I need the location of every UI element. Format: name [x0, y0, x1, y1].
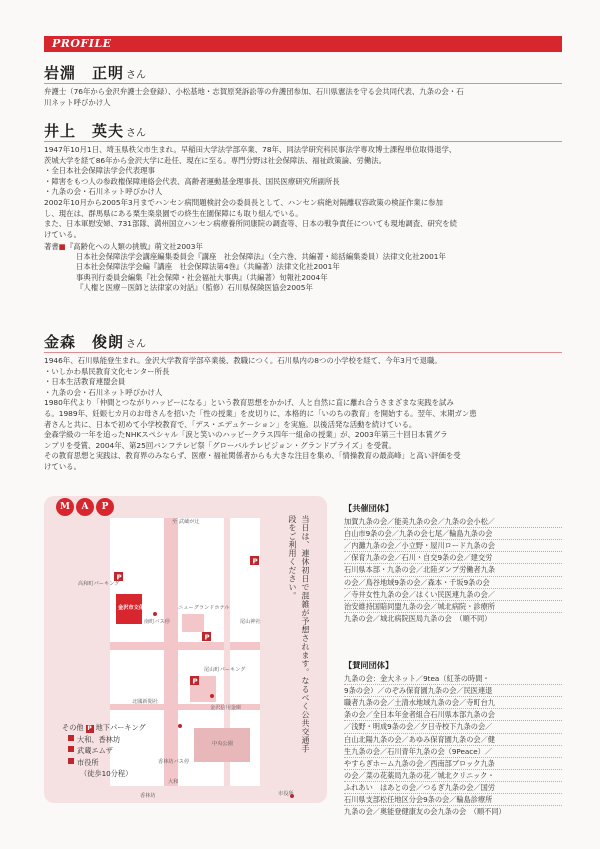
group-line: 加賀九条の会／能美九条の会／九条の会小松／ — [344, 516, 562, 528]
body-line: ・全日本社会保障法学会代表理事 — [44, 166, 155, 176]
map-title-letter: M — [56, 498, 74, 516]
square-bullet-icon: ■ — [58, 242, 66, 251]
map-label-bank: 金沢信用金庫 — [210, 705, 242, 711]
group-line: 条の会／全日本年金者組合石川県本部九条の会 — [344, 709, 562, 721]
publication-item: 『高齢化への人類の挑戦』萌文社2003年 — [65, 242, 203, 251]
body-line: けている。 — [44, 461, 81, 471]
body-line: ンプリを受賞、2004年、第25回バンフテレビ祭「グローバルテレビジョン・グランドプライズ」を受賞。 — [44, 440, 396, 450]
body-line: 1947年10月1日、埼玉県秩父市生まれ。早稲田大学法学部卒業、78年、同法学研究科民事法学専攻博士課程単位取得退学、 — [44, 145, 457, 154]
legend-item: 市役所 — [77, 757, 99, 767]
group-line: 石川県支部松任地区分会9条の会／輪島診療所 — [344, 794, 562, 806]
publication-item: 『人権と医療－医師と法律家の対話』（監修）石川県保険医協会2005年 — [76, 282, 313, 292]
profile-name-kanamori — [44, 331, 146, 352]
profile-name-text: 井上 英夫 — [44, 122, 125, 140]
square-bullet-icon — [68, 758, 74, 764]
group-line: ／内灘九条の会／小立野・屋川ロード九条の会 — [344, 540, 562, 552]
supporter-groups — [344, 660, 562, 817]
square-bullet-icon — [68, 735, 74, 741]
body-line: その教育思想と実践は、教育界のみならず、医療・福祉関係者からも大きな注目を集め、「情操教育の最高峰」と高い評価を受 — [44, 451, 461, 461]
group-line: ／寺井女性九条の会／はくい民医連九条の会／ — [344, 589, 562, 601]
hotel-block — [182, 614, 204, 632]
parking-letter: P — [116, 573, 122, 582]
body-line: し、現在は、群馬県にある栗生楽泉園での終生在園保障にも取り組んでいる。 — [44, 208, 303, 218]
body-line: 茨城大学を経て86年から金沢大学に赴任、現在に至る。専門分野は社会保障法、福祉政策論、労働法。 — [44, 155, 386, 165]
body-line: けている。 — [44, 229, 81, 239]
group-line: ふれあい はあとの会／つるぎ九条の会／国労 — [344, 782, 562, 794]
body-line: ・九条の会・石川ネット呼びかけ人 — [44, 187, 163, 197]
profile-name-suffix: さん — [126, 339, 147, 350]
map-label-oyamacho-parking: 尾山町パーキング — [204, 667, 246, 673]
parking-letter: P — [192, 677, 198, 686]
cross-road — [110, 642, 260, 650]
marker-icon — [210, 694, 214, 698]
body-line: ・いしかわ県民教育文化センター所長 — [44, 366, 170, 376]
group-line: やすらぎホーム九条の会／西南部ブロック九条 — [344, 758, 562, 770]
body-line: 2002年10月から2005年3月までハンセン病問題検討会の委員長として、ハンセン病絶対隔離収容政策の検証作業に参加 — [44, 197, 443, 207]
divider — [44, 352, 562, 353]
parking-icon: P — [87, 725, 92, 732]
legend-title: その他 — [62, 723, 84, 732]
profile-name-iwabuchi — [44, 62, 146, 83]
group-line: 石川県本部・九条の会／北陸ダンプ労働者九条 — [344, 564, 562, 576]
profile-body-kanamori — [44, 356, 566, 473]
legend-note: （徒歩10分程） — [80, 769, 133, 778]
publication-item: 日本社会保障法学会講座編集委員会『講座 社会保障法』（全六巻、共編著・総括編集委員）法律文化社2001年 — [76, 252, 446, 262]
profile-name-inoue — [44, 120, 146, 141]
group-line: 職者九条の会／土清水地域九条の会／寺町台九 — [344, 697, 562, 709]
body-line: 弁護士（76年から金沢弁護士会登録）、小松基地・志賀原発訴訟等の弁護団参加、石川県憲法を守る会共同代表、九条の会・石 — [44, 87, 464, 96]
publication-item: 日本社会保障法学会編『講座 社会保障法第4巻』（共編著）法律文化社2001年 — [76, 262, 340, 272]
body-line: ・障害をもつ人の参政権保障連絡会代表、高齢者運動基金理事長、国民医療研究所副所長 — [44, 176, 340, 186]
map-label-hokkoku: 北國新聞社 — [132, 699, 158, 705]
legend-item: 武蔵エムザ — [77, 746, 113, 755]
map-label-bunka-hall: 金沢市文化ホール — [118, 605, 160, 611]
profile-header-label: PROFILE — [52, 37, 112, 50]
body-line: 1946年、石川県能登生まれ。金沢大学教育学部卒業後、教職につく。石川県内の8つの小学校を経て、今年3月で退職。 — [44, 356, 442, 365]
parking-letter: P — [252, 557, 258, 566]
divider — [44, 141, 562, 142]
body-line: 者さんと共に、日本で初めて小学校教育で、「デス・エデュケーション」を実施。以後活発な活動を続けている。 — [44, 419, 417, 429]
divider — [44, 83, 562, 84]
legend-item: 大和、香林坊 — [77, 734, 121, 744]
group-line: 白山市9条の会／九条の会七尾／輪島九条の会 — [344, 528, 562, 540]
publication-item: 事典刊行委員会編集『社会保障・社会福祉大事典』（共編著）旬報社2004年 — [76, 272, 328, 282]
profile-body-iwabuchi — [44, 87, 566, 108]
group-line: 九条の会／城北病院医局九条の会 （順不同） — [344, 613, 492, 623]
group-line: 九条の会／奥能登健康友の会九条の会 （順不同） — [344, 807, 506, 817]
profile-name-suffix: さん — [126, 128, 147, 139]
profile-name-suffix: さん — [126, 70, 147, 81]
bus-stop-icon — [153, 612, 157, 616]
map-label-korinbo: 香林坊 — [140, 793, 156, 799]
group-line: ／保育九条の会／石川・自交9条の会／建交労 — [344, 552, 562, 564]
body-line: る。1989年、妊娠七カ月のお母さんを招いた「性の授業」を皮切りに、本格的に「いのちの教育」を開始する。翌年、末期ガン患 — [44, 408, 477, 418]
group-line: 白山北陽九条の会／あゆみ保育園九条の会／健 — [344, 734, 562, 746]
publications-list — [44, 242, 566, 293]
parking-letter: P — [204, 633, 210, 642]
body-line: 川ネット呼びかけ人 — [44, 97, 111, 107]
body-line: ・日本生活教育連盟会員 — [44, 377, 126, 387]
publications-label: 著書 — [44, 242, 59, 251]
map-label-bus: 南町バス停 — [144, 619, 170, 625]
profile-name-text: 金森 俊朗 — [44, 333, 125, 351]
group-line: ／浅野・明成9条の会／夕日寺校下九条の会／ — [344, 721, 562, 733]
group-line: の会／菜の花薬局九条の花／城北クリニック・ — [344, 770, 562, 782]
sponsors-heading: 【共催団体】 — [344, 503, 394, 513]
map-label-chuo-park: 中央公園 — [212, 741, 233, 747]
body-line: ・九条の会・石川ネット呼びかけ人 — [44, 387, 163, 397]
sponsor-groups — [344, 503, 562, 624]
body-line: また、日本軍慰安婦、731部隊、満州国立ハンセン病療養所同康院の調査等、日本の戦争責任についても現地調査、研究を続 — [44, 219, 458, 229]
map-label-hotel: ニューグランドホテル — [178, 605, 230, 611]
body-line: 1980年代より「仲間とつながりハッピーになる」という教育思想をかかげ、人と自然に直に離れ合うさまざまな実践を試み — [44, 398, 454, 408]
map-label-shrine: 尾山神社 — [240, 619, 261, 625]
group-line: の会／鳥谷地域9条の会／森本・千坂9条の会 — [344, 577, 562, 589]
map-label-korinbo-bus: 香林坊バス停 — [158, 759, 190, 765]
group-line: 九条の会：金大ネット／9tea（紅茶の時間・ — [344, 673, 562, 685]
bus-stop-icon — [178, 724, 182, 728]
map-label-kouwamachi: 高和町パーキング — [78, 581, 120, 587]
map-label-north: 至 武蔵が辻 — [172, 519, 200, 525]
transit-notice: 当日は、連休初日で混雑が予想されます。なるべく公共交通手段をご利用ください。 — [288, 515, 310, 753]
map-label-city-hall: 市役所 — [278, 791, 294, 797]
group-line: 治安維持国賠同盟九条の会／城北病院・診療所 — [344, 601, 562, 613]
map-title-letter: P — [96, 498, 114, 516]
main-road — [164, 518, 178, 786]
square-bullet-icon — [68, 746, 74, 752]
profile-name-text: 岩淵 正明 — [44, 64, 125, 82]
map-label-daiwa: 大和 — [168, 779, 179, 785]
group-line: 9条の会）／のぞみ保育園九条の会／民医連退 — [344, 685, 562, 697]
supporters-heading: 【賛同団体】 — [344, 660, 394, 670]
map-title-letter: A — [76, 498, 94, 516]
legend-parking-label: 地下パーキング — [95, 723, 146, 732]
map-legend — [62, 722, 146, 780]
body-line: 金森学級の一年を追ったNHKスペシャル「涙と笑いのハッピークラス四年一組命の授業」が、2003年第三十回日本賞グラ — [44, 430, 448, 440]
profile-header-bar — [44, 36, 562, 52]
group-line: 生九条の会／石川青年九条の会（9Peace）／ — [344, 746, 562, 758]
profile-body-inoue — [44, 145, 566, 240]
map-title — [56, 498, 114, 516]
